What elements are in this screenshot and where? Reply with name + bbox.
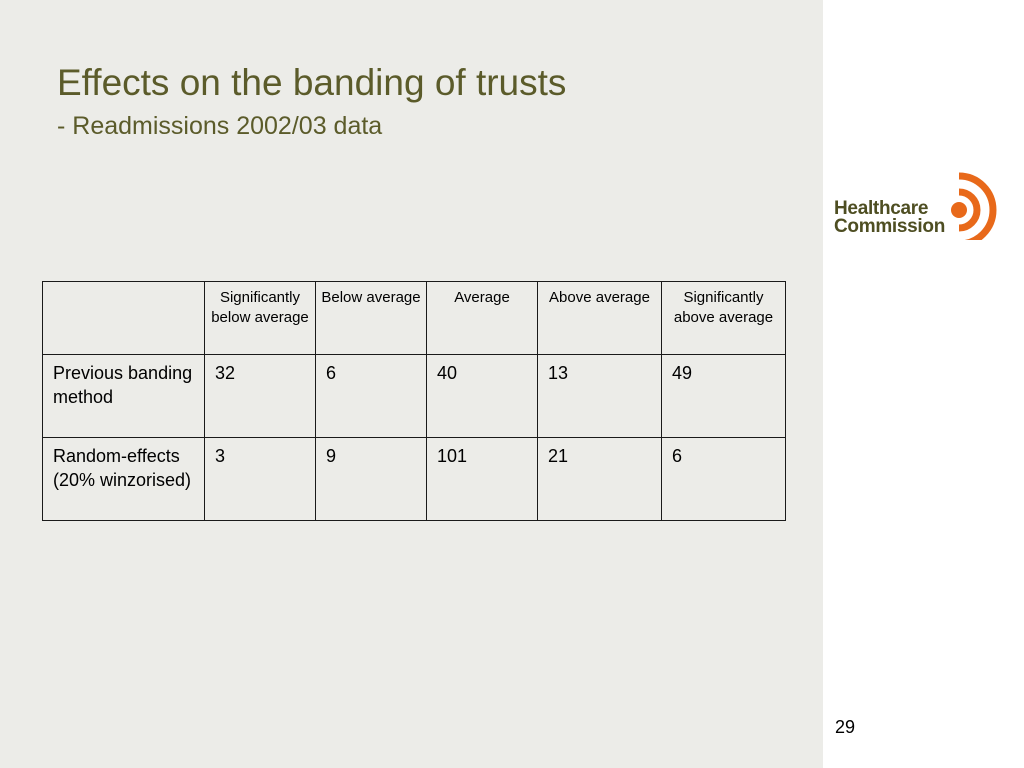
table-cell: 101 (427, 438, 538, 521)
table-header-cell: Significantly above average (662, 282, 786, 355)
logo-mark-icon (946, 170, 1006, 240)
logo-line-2: Commission (834, 216, 946, 237)
table-cell: 32 (205, 355, 316, 438)
table-row (43, 355, 786, 438)
table-header-row (43, 282, 786, 355)
table-cell: 6 (316, 355, 427, 438)
row-label: Random-effects (20% winzorised) (43, 438, 205, 521)
logo-line-1: Healthcare (834, 198, 929, 219)
table-cell: 40 (427, 355, 538, 438)
table-row (43, 438, 786, 521)
slide-title: Effects on the banding of trusts (57, 62, 567, 103)
table-cell: 3 (205, 438, 316, 521)
page-number: 29 (835, 717, 856, 737)
table-header-cell (43, 282, 205, 355)
table-header-cell: Average (427, 282, 538, 355)
slide-subtitle: - Readmissions 2002/03 data (57, 112, 383, 140)
table-cell: 49 (662, 355, 786, 438)
table-cell: 6 (662, 438, 786, 521)
table-header-cell: Below average (316, 282, 427, 355)
table-cell: 21 (538, 438, 662, 521)
healthcare-commission-logo (834, 170, 1002, 242)
table-header-cell: Above average (538, 282, 662, 355)
table-cell: 9 (316, 438, 427, 521)
table-header-cell: Significantly below average (205, 282, 316, 355)
table-cell: 13 (538, 355, 662, 438)
banding-table (42, 281, 786, 521)
logo-wordmark (834, 200, 945, 236)
row-label: Previous banding method (43, 355, 205, 438)
